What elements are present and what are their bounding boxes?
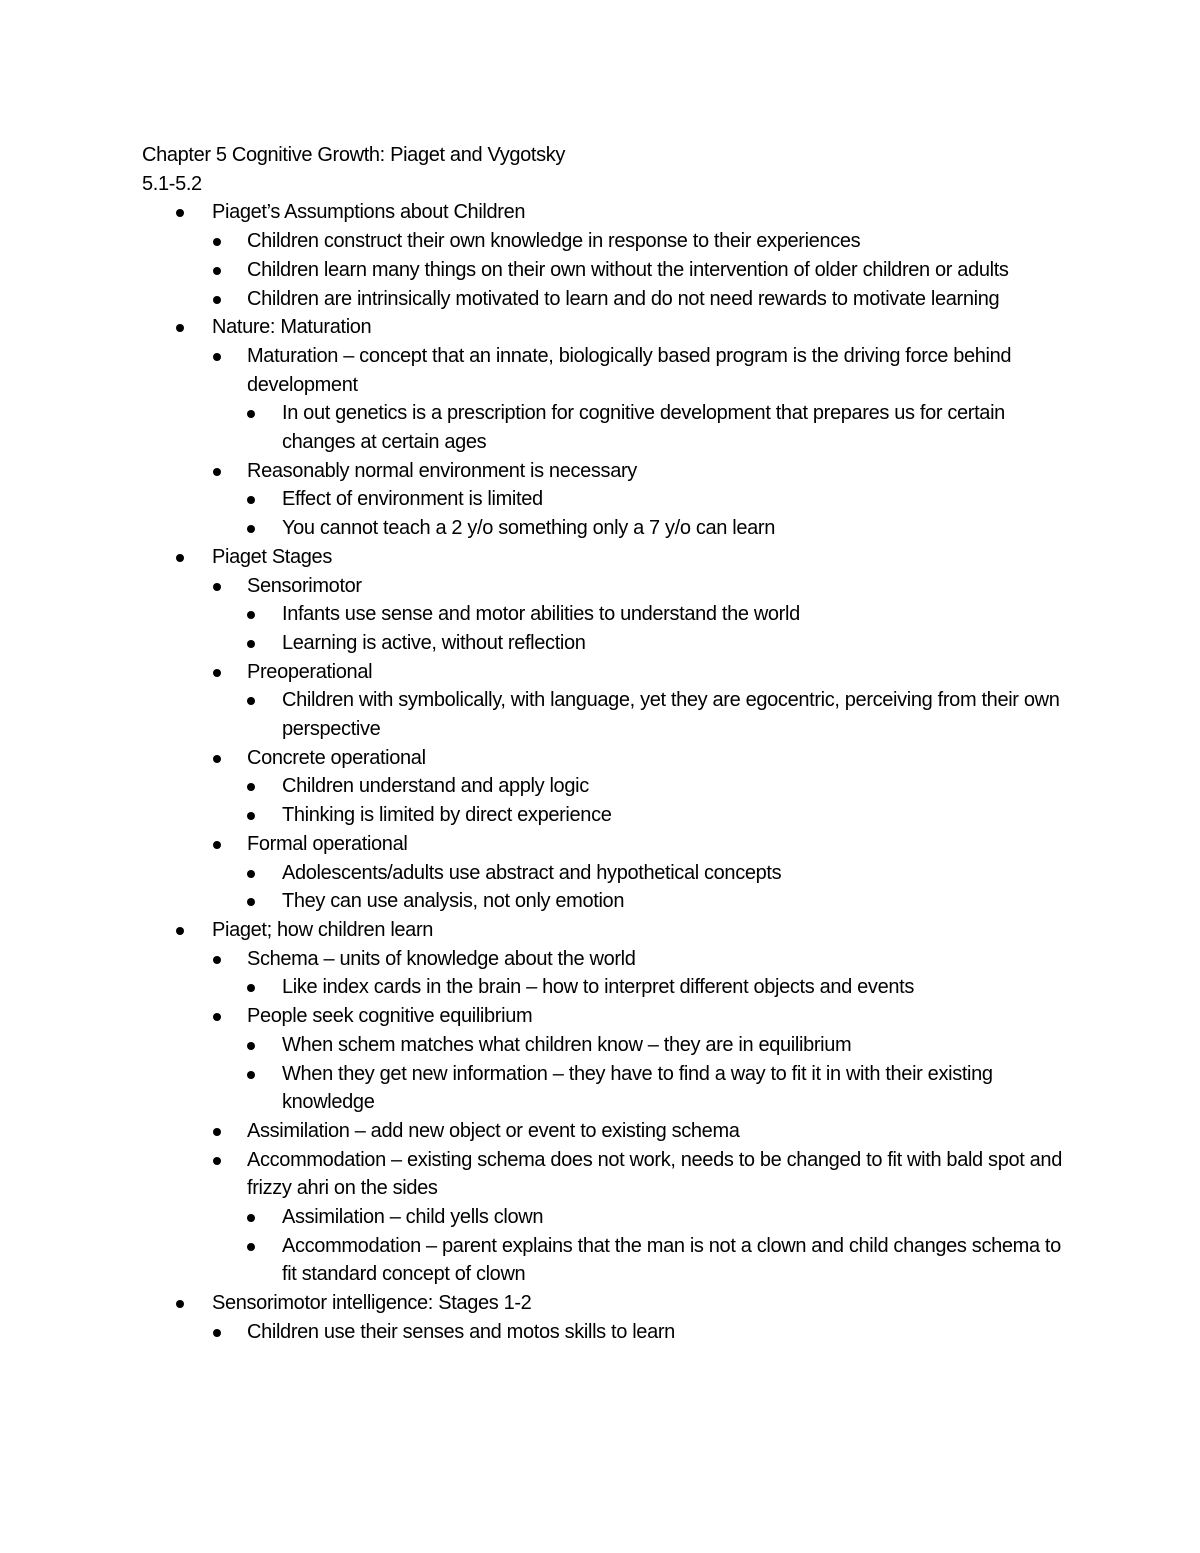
bullet-icon	[247, 812, 255, 820]
bullet-icon	[247, 1243, 255, 1251]
outline-item-text: Children construct their own knowledge in response to their experiences	[247, 230, 861, 253]
outline-item-level-2	[142, 1002, 1072, 1031]
outline-item-text: Piaget; how children learn	[212, 918, 434, 941]
bullet-icon	[213, 1157, 221, 1165]
outline-item-text: Piaget’s Assumptions about Children	[212, 201, 526, 224]
bullet-icon	[213, 956, 221, 964]
outline-item-text: Children use their senses and motos skills to learn	[247, 1320, 675, 1343]
bullet-icon	[247, 496, 255, 504]
outline-item-level-3	[142, 1060, 1072, 1117]
outline-item-text: Children are intrinsically motivated to learn and do not need rewards to motivate learning	[247, 287, 1000, 310]
outline-item-text: They can use analysis, not only emotion	[282, 890, 625, 913]
section-label: 5.1-5.2	[142, 172, 202, 195]
document-content	[142, 141, 1072, 1347]
bullet-icon	[247, 1042, 255, 1050]
outline-item-text: Children understand and apply logic	[282, 775, 589, 798]
outline-item-text: Sensorimotor	[247, 574, 362, 597]
outline-item-text: Piaget Stages	[212, 545, 332, 568]
bullet-icon	[247, 783, 255, 791]
outline-item-level-3	[142, 629, 1072, 658]
outline-item-text: In out genetics is a prescription for cognitive development that prepares us for certain changes at certain ages	[282, 402, 1005, 454]
outline-item-text: When they get new information – they have to find a way to fit it in with their existing knowledge	[282, 1062, 993, 1114]
bullet-icon	[213, 353, 221, 361]
bullet-icon	[176, 324, 184, 332]
outline-item-level-2	[142, 945, 1072, 974]
outline-item-text: Adolescents/adults use abstract and hypothetical concepts	[282, 861, 782, 884]
outline-item-level-1	[142, 313, 1072, 342]
outline-item-level-1	[142, 198, 1072, 227]
bullet-icon	[176, 554, 184, 562]
outline-item-level-2	[142, 256, 1072, 285]
outline-item-text: Infants use sense and motor abilities to understand the world	[282, 603, 800, 626]
bullet-icon	[247, 611, 255, 619]
bullet-icon	[247, 697, 255, 705]
bullet-icon	[176, 209, 184, 217]
outline-item-text: Assimilation – child yells clown	[282, 1206, 544, 1229]
outline-item-level-3	[142, 1232, 1072, 1289]
bullet-icon	[247, 870, 255, 878]
bullet-icon	[213, 296, 221, 304]
outline-item-text: Formal operational	[247, 832, 408, 855]
outline-item-text: Children with symbolically, with language, yet they are egocentric, perceiving from their own perspective	[282, 689, 1060, 741]
outline-item-level-2	[142, 1318, 1072, 1347]
bullet-icon	[213, 841, 221, 849]
outline-item-level-2	[142, 572, 1072, 601]
outline-item-level-3	[142, 399, 1072, 456]
outline-item-level-2	[142, 342, 1072, 399]
outline-item-level-2	[142, 744, 1072, 773]
outline-item-level-2	[142, 830, 1072, 859]
outline-item-level-1	[142, 916, 1072, 945]
bullet-icon	[247, 1071, 255, 1079]
outline-item-level-3	[142, 859, 1072, 888]
bullet-icon	[213, 267, 221, 275]
outline-item-level-3	[142, 973, 1072, 1002]
outline-item-level-3	[142, 485, 1072, 514]
outline-item-text: Learning is active, without reflection	[282, 631, 586, 654]
outline-item-text: Nature: Maturation	[212, 316, 372, 339]
outline-item-text: Schema – units of knowledge about the world	[247, 947, 636, 970]
outline-item-level-1	[142, 543, 1072, 572]
outline-item-text: Concrete operational	[247, 746, 426, 769]
bullet-icon	[176, 927, 184, 935]
outline-item-level-3	[142, 514, 1072, 543]
outline-item-text: Thinking is limited by direct experience	[282, 804, 612, 827]
bullet-icon	[213, 1128, 221, 1136]
outline-item-level-2	[142, 658, 1072, 687]
bullet-icon	[247, 984, 255, 992]
bullet-icon	[176, 1300, 184, 1308]
outline-item-text: Preoperational	[247, 660, 373, 683]
bullet-icon	[247, 640, 255, 648]
outline-item-text: Like index cards in the brain – how to interpret different objects and events	[282, 976, 914, 999]
outline-item-level-2	[142, 457, 1072, 486]
outline-list	[142, 198, 1072, 1346]
outline-item-level-3	[142, 686, 1072, 743]
outline-item-text: When schem matches what children know – they are in equilibrium	[282, 1033, 852, 1056]
outline-item-level-2	[142, 1146, 1072, 1203]
outline-item-level-2	[142, 227, 1072, 256]
bullet-icon	[247, 410, 255, 418]
bullet-icon	[247, 525, 255, 533]
bullet-icon	[247, 1214, 255, 1222]
outline-item-level-3	[142, 1031, 1072, 1060]
bullet-icon	[213, 583, 221, 591]
outline-item-text: People seek cognitive equilibrium	[247, 1005, 533, 1028]
outline-item-level-3	[142, 801, 1072, 830]
outline-item-text: Maturation – concept that an innate, biologically based program is the driving force behind development	[247, 344, 1012, 396]
document-title: Chapter 5 Cognitive Growth: Piaget and Vygotsky	[142, 144, 566, 166]
bullet-icon	[213, 755, 221, 763]
outline-item-level-2	[142, 285, 1072, 314]
outline-item-text: Sensorimotor intelligence: Stages 1-2	[212, 1292, 532, 1315]
outline-item-level-3	[142, 887, 1072, 916]
outline-item-level-3	[142, 772, 1072, 801]
outline-item-level-3	[142, 600, 1072, 629]
bullet-icon	[213, 669, 221, 677]
outline-item-text: Accommodation – existing schema does not work, needs to be changed to fit with bald spot and frizzy ahri on the sides	[247, 1148, 1062, 1200]
bullet-icon	[213, 1329, 221, 1337]
outline-item-text: Assimilation – add new object or event to existing schema	[247, 1119, 740, 1142]
outline-item-text: Accommodation – parent explains that the man is not a clown and child changes schema to fit standard concept of clown	[282, 1234, 1061, 1286]
outline-item-text: Reasonably normal environment is necessary	[247, 459, 637, 482]
outline-item-level-1	[142, 1289, 1072, 1318]
bullet-icon	[213, 238, 221, 246]
outline-item-text: Effect of environment is limited	[282, 488, 543, 511]
bullet-icon	[213, 1013, 221, 1021]
outline-item-level-2	[142, 1117, 1072, 1146]
bullet-icon	[213, 468, 221, 476]
outline-item-text: You cannot teach a 2 y/o something only a 7 y/o can learn	[282, 517, 775, 540]
outline-item-text: Children learn many things on their own without the intervention of older children or adults	[247, 258, 1009, 281]
bullet-icon	[247, 898, 255, 906]
outline-item-level-3	[142, 1203, 1072, 1232]
